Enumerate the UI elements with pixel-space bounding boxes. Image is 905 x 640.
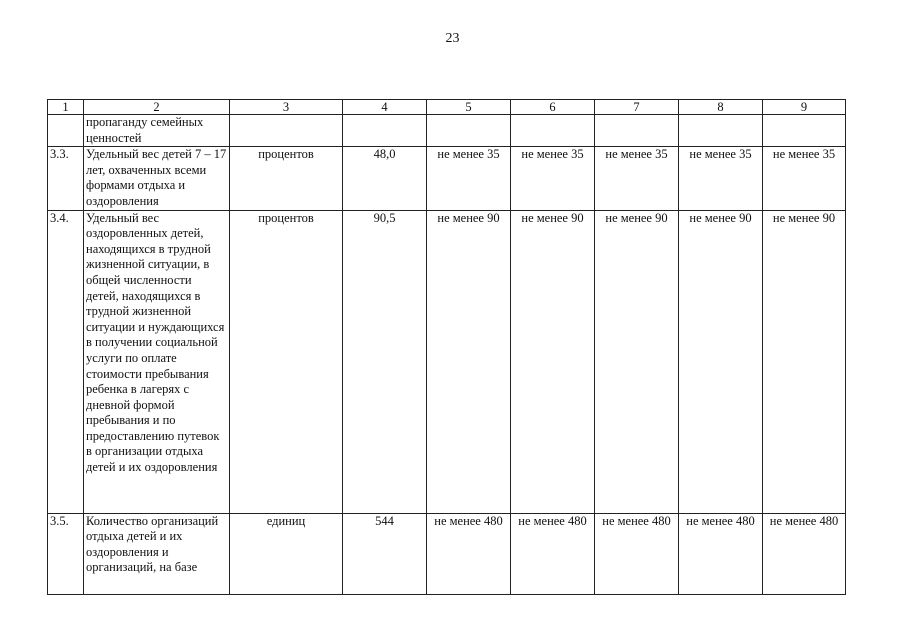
table-row <box>48 147 846 210</box>
target-value-cell: не менее 90 <box>511 210 595 513</box>
column-number-9: 9 <box>763 100 846 115</box>
target-value-cell: не менее 480 <box>763 513 846 594</box>
column-number-7: 7 <box>595 100 679 115</box>
target-value-cell <box>511 115 595 147</box>
target-value-cell: не менее 90 <box>679 210 763 513</box>
row-number: 3.3. <box>48 147 84 210</box>
table-header-row <box>48 100 846 115</box>
target-value-cell: не менее 35 <box>427 147 511 210</box>
indicator-name: Количество организаций отдыха детей и их оздоровления и организаций, на базе <box>84 513 230 594</box>
column-number-8: 8 <box>679 100 763 115</box>
target-value-cell: не менее 480 <box>511 513 595 594</box>
row-number: 3.5. <box>48 513 84 594</box>
target-value-cell: не менее 35 <box>595 147 679 210</box>
target-value-cell: не менее 90 <box>763 210 846 513</box>
target-value-cell: не менее 35 <box>763 147 846 210</box>
target-value-cell: не менее 480 <box>427 513 511 594</box>
target-value-cell: не менее 90 <box>427 210 511 513</box>
base-value-cell <box>343 115 427 147</box>
table-row <box>48 115 846 147</box>
column-number-3: 3 <box>230 100 343 115</box>
column-number-6: 6 <box>511 100 595 115</box>
target-value-cell: не менее 480 <box>679 513 763 594</box>
unit-cell: единиц <box>230 513 343 594</box>
row-number: 3.4. <box>48 210 84 513</box>
table-row <box>48 513 846 594</box>
target-value-cell: не менее 35 <box>511 147 595 210</box>
base-value-cell: 90,5 <box>343 210 427 513</box>
indicator-name: Удельный вес детей 7 – 17 лет, охваченных всеми формами отдыха и оздоровления <box>84 147 230 210</box>
unit-cell: процентов <box>230 147 343 210</box>
column-number-4: 4 <box>343 100 427 115</box>
column-number-5: 5 <box>427 100 511 115</box>
unit-cell: процентов <box>230 210 343 513</box>
target-value-cell: не менее 35 <box>679 147 763 210</box>
page-number: 23 <box>445 31 460 46</box>
column-number-2: 2 <box>84 100 230 115</box>
indicators-table <box>47 99 846 595</box>
target-value-cell: не менее 90 <box>595 210 679 513</box>
unit-cell <box>230 115 343 147</box>
indicator-name: пропаганду семейных ценностей <box>84 115 230 147</box>
target-value-cell <box>427 115 511 147</box>
table-row <box>48 210 846 513</box>
target-value-cell <box>763 115 846 147</box>
target-value-cell <box>679 115 763 147</box>
base-value-cell: 544 <box>343 513 427 594</box>
target-value-cell <box>595 115 679 147</box>
indicator-name: Удельный вес оздоровленных детей, находящихся в трудной жизненной ситуации, в общей численности детей, находящихся в трудной жизненной ситуации и нуждающихся в получении социальной услуги по оплате стоимости пребывания ребенка в лагерях с дневной формой пребывания и по предоставлению путевок в организации отдыха детей и их оздоровления <box>84 210 230 513</box>
base-value-cell: 48,0 <box>343 147 427 210</box>
column-number-1: 1 <box>48 100 84 115</box>
row-number <box>48 115 84 147</box>
target-value-cell: не менее 480 <box>595 513 679 594</box>
